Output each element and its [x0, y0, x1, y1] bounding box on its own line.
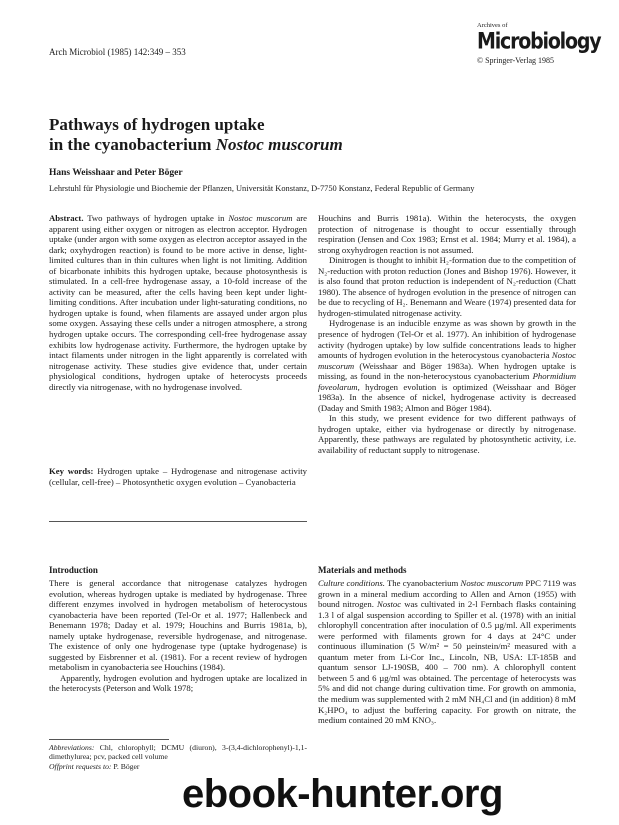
- paragraph: Dinitrogen is thought to inhibit H₂-formation due to the competition of N₂-reduction with proton reduction (Jones and Bishop 1976). However, it is also found that proton reduction is independent of N₂-reduction (Chatt 1980). The absence of hydrogen evolution in the presence of nitrogen can be due to recycling of H₂. Benemann and Weare (1974) presented data for hydrogen-stimulated nitrogenase activity.: [318, 255, 576, 318]
- introduction-text: [49, 578, 307, 694]
- affiliation: Lehrstuhl für Physiologie und Biochemie der Pflanzen, Universität Konstanz, D-7750 Konstanz, Federal Republic of Germany: [49, 184, 475, 193]
- section-heading-materials: Materials and methods: [318, 565, 407, 575]
- article-title: [49, 115, 569, 155]
- section-heading-introduction: Introduction: [49, 565, 98, 575]
- materials-text: Culture conditions. The cyanobacterium Nostoc muscorum PPC 7119 was grown in a mineral medium according to Allen and Arnon (1955) with bound nitrogen. Nostoc was cultivated in 2-l Fernbach flasks containing 1.3 l of algal suspension according to Spiller et al. (1978) with an initial chlorophyll concentration after inoculation of 0.5 µg/ml. All experiments were performed with filaments grown for 4 days at 24°C under continuous illumination (5 W/m² = 50 µeinstein/m² measured with a quantum meter from Li-Cor Inc., Lincoln, NB, USA: LT-185B and quantum sensor LJ-190SB, 400 – 700 nm). A chlorophyll content between 5 and 6 µg/ml was obtained. The percentage of heterocysts was 5% and did not change during cultivation time. For growth on ammonia, the medium was supplemented with 2 mM NH₄Cl and (in addition) 8 mM K₂HPO₄ to adjust the buffering capacity. For growth on nitrate, the medium contained 20 mM KNO₃.: [318, 578, 577, 726]
- journal-citation: Arch Microbiol (1985) 142:349 – 353: [49, 47, 186, 57]
- journal-logo-small: Archives of: [477, 22, 508, 29]
- keywords: Key words: Hydrogen uptake – Hydrogenase and nitrogenase activity (cellular, cell-free) – Photosynthetic oxygen evolution – Cyanobacteria: [49, 466, 308, 487]
- publisher-copyright: © Springer-Verlag 1985: [477, 56, 555, 65]
- journal-logo: [477, 22, 601, 65]
- watermark: ebook-hunter.org: [182, 772, 503, 816]
- offprint-label: Offprint requests to:: [49, 761, 112, 771]
- title-line-1: Pathways of hydrogen uptake: [49, 115, 265, 134]
- footnote: Abbreviations: Chl, chlorophyll; DCMU (diuron), 3-(3,4-dichlorophenyl)-1,1-dimethylurea; pcv, packed cell volume Offprint requests to: P. Böger: [49, 743, 307, 771]
- right-column-text: [318, 213, 576, 456]
- keywords-label: Key words:: [49, 466, 94, 476]
- paragraph: Hydrogenase is an inducible enzyme as was shown by growth in the presence of hydrogen (Tel-Or et al. 1977). An inhibition of hydrogenase activity (hydrogen uptake) by low sulfide concentrations leads to higher amounts of hydrogen evolution in the heterocystous cyanobacteria Nostoc muscorum (Weisshaar and Böger 1983a). When hydrogen uptake is missing, as found in the non-heterocystous cyanobacterium Phormidium foveolarum, hydrogen evolution is optimized (Weisshaar and Böger 1983a). In the absence of nickel, hydrogenase activity is decreased (Daday and Smith 1983; Almon and Böger 1984).: [318, 318, 576, 413]
- paragraph: Houchins and Burris 1981a). Within the heterocysts, the oxygen protection of nitrogenase is thought to occur essentially through respiration (Jensen and Cox 1983; Ernst et al. 1984; Murry et al. 1984), a strong oxyhydrogen reaction is not assumed.: [318, 213, 576, 255]
- abstract-divider: [49, 521, 307, 522]
- paragraph: In this study, we present evidence for two different pathways of hydrogen uptake, either via hydrogenase or directly by nitrogenase. Apparently, these pathways are regulated by photosynthetic activity, i.e. availability of reductant supply to nitrogenase.: [318, 413, 576, 456]
- paragraph: There is general accordance that nitrogenase catalyzes hydrogen evolution, whereas hydrogen uptake is mediated by hydrogenase. Three different enzymes involved in hydrogen metabolism of heterocystous cyanobacteria have been reported (Tel-Or et al. 1977; Hallenbeck and Benemann 1978; Daday et al. 1979; Houchins and Burris 1981a, b), namely uptake hydrogenase, reversible hydrogenase, and nitrogenase. The existence of only one hydrogenase type (uptake hydrogenase) is suggested by Eisbrenner et al. (1981). For a recent review of hydrogen metabolism in cyanobacteria see Houchins (1984).: [49, 578, 307, 673]
- abbreviations-label: Abbreviations:: [49, 743, 95, 752]
- subsection-label: Culture conditions.: [318, 578, 385, 588]
- title-line-2: in the cyanobacterium Nostoc muscorum: [49, 135, 343, 154]
- paragraph: Apparently, hydrogen evolution and hydrogen uptake are localized in the heterocysts (Peterson and Wolk 1978;: [49, 672, 307, 694]
- abstract: Abstract. Two pathways of hydrogen uptake in Nostoc muscorum are apparent using either oxygen or nitrogen as electron acceptor. Hydrogen uptake (under argon with some oxygen as electron acceptor assayed in the dark; oxyhydrogen reaction) is found to be more active in dense, light-limited cultures than in thin cultures when light is not limiting. Addition of bicarbonate inhibits this hydrogen uptake, because photosynthesis is stimulated. In a cell-free hydrogenase assay, a 10-fold increase of the activity can be measured, after the cells having been kept under light-limiting conditions. After incubation under light-saturating conditions, no hydrogen uptake is found, when filaments are assayed under argon plus some oxygen. Assaying these cells under a nitrogen atmosphere, a strong hydrogen uptake occurs. The corresponding cell-free hydrogenase assay exhibits low hydrogenase activity. Furthermore, the hydrogen uptake by intact filaments under nitrogen in the light apparently is correlated with nitrogenase activity. These studies give evidence that, under certain physiological conditions, hydrogen uptake of heterocysts proceeds directly via nitrogenase, with no hydrogenase involved.: [49, 213, 307, 392]
- authors: Hans Weisshaar and Peter Böger: [49, 168, 183, 178]
- title-organism: Nostoc muscorum: [215, 135, 343, 154]
- footnote-divider: [49, 739, 169, 740]
- journal-logo-name: Microbiology: [477, 28, 601, 55]
- abstract-label: Abstract.: [49, 213, 84, 223]
